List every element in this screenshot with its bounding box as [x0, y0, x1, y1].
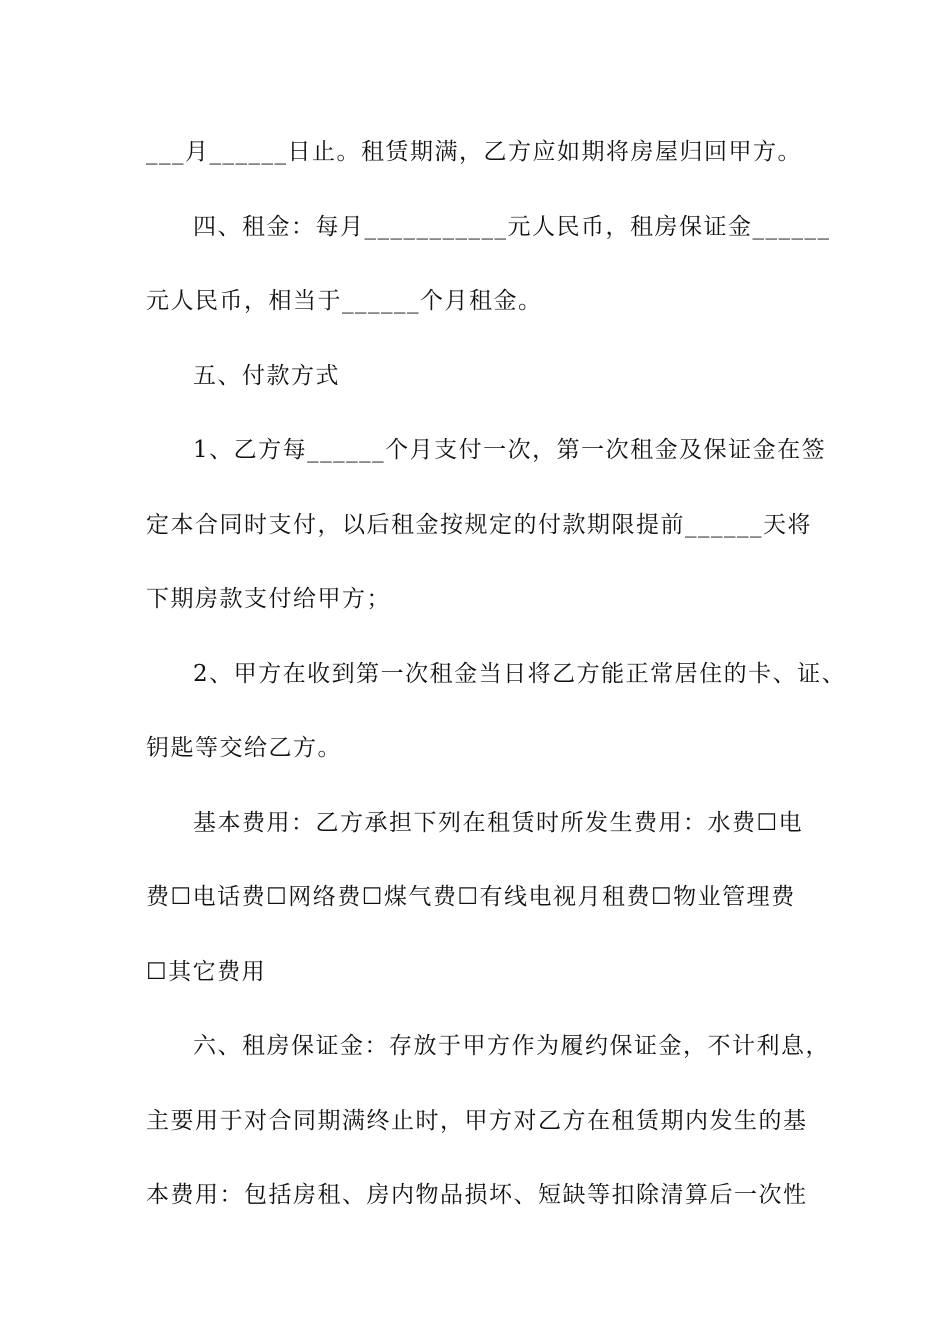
- text-line: 定本合同时支付，以后租金按规定的付款期限提前______天将: [146, 512, 812, 538]
- text-line: 下期房款支付给甲方；: [146, 586, 391, 612]
- text-line: 费☐电话费☐网络费☐煤气费☐有线电视月租费☐物业管理费: [146, 884, 796, 910]
- basic-fees-clause: 基本费用：乙方承担下列在租赁时所发生费用：水费☐电: [193, 810, 804, 836]
- deposit-clause: 六、租房保证金：存放于甲方作为履约保证金，不计利息，: [193, 1033, 830, 1059]
- text-line: 本费用：包括房租、房内物品损坏、短缺等扣除清算后一次性: [146, 1182, 808, 1208]
- payment-item-2: 2、甲方在收到第一次租金当日将乙方能正常居住的卡、证、: [193, 661, 847, 687]
- text-line: ☐其它费用: [146, 959, 267, 985]
- text-line: ___月______日止。租赁期满，乙方应如期将房屋归回甲方。: [146, 139, 802, 165]
- text-line: 主要用于对合同期满终止时，甲方对乙方在租赁期内发生的基: [146, 1108, 808, 1134]
- rent-clause: 四、租金：每月___________元人民币，租房保证金______: [193, 214, 831, 240]
- payment-item-1: 1、乙方每______个月支付一次，第一次租金及保证金在签: [193, 437, 827, 463]
- text-line: 元人民币，相当于______个月租金。: [146, 288, 543, 314]
- payment-method-heading: 五、付款方式: [193, 363, 340, 389]
- text-line: 钥匙等交给乙方。: [146, 735, 342, 761]
